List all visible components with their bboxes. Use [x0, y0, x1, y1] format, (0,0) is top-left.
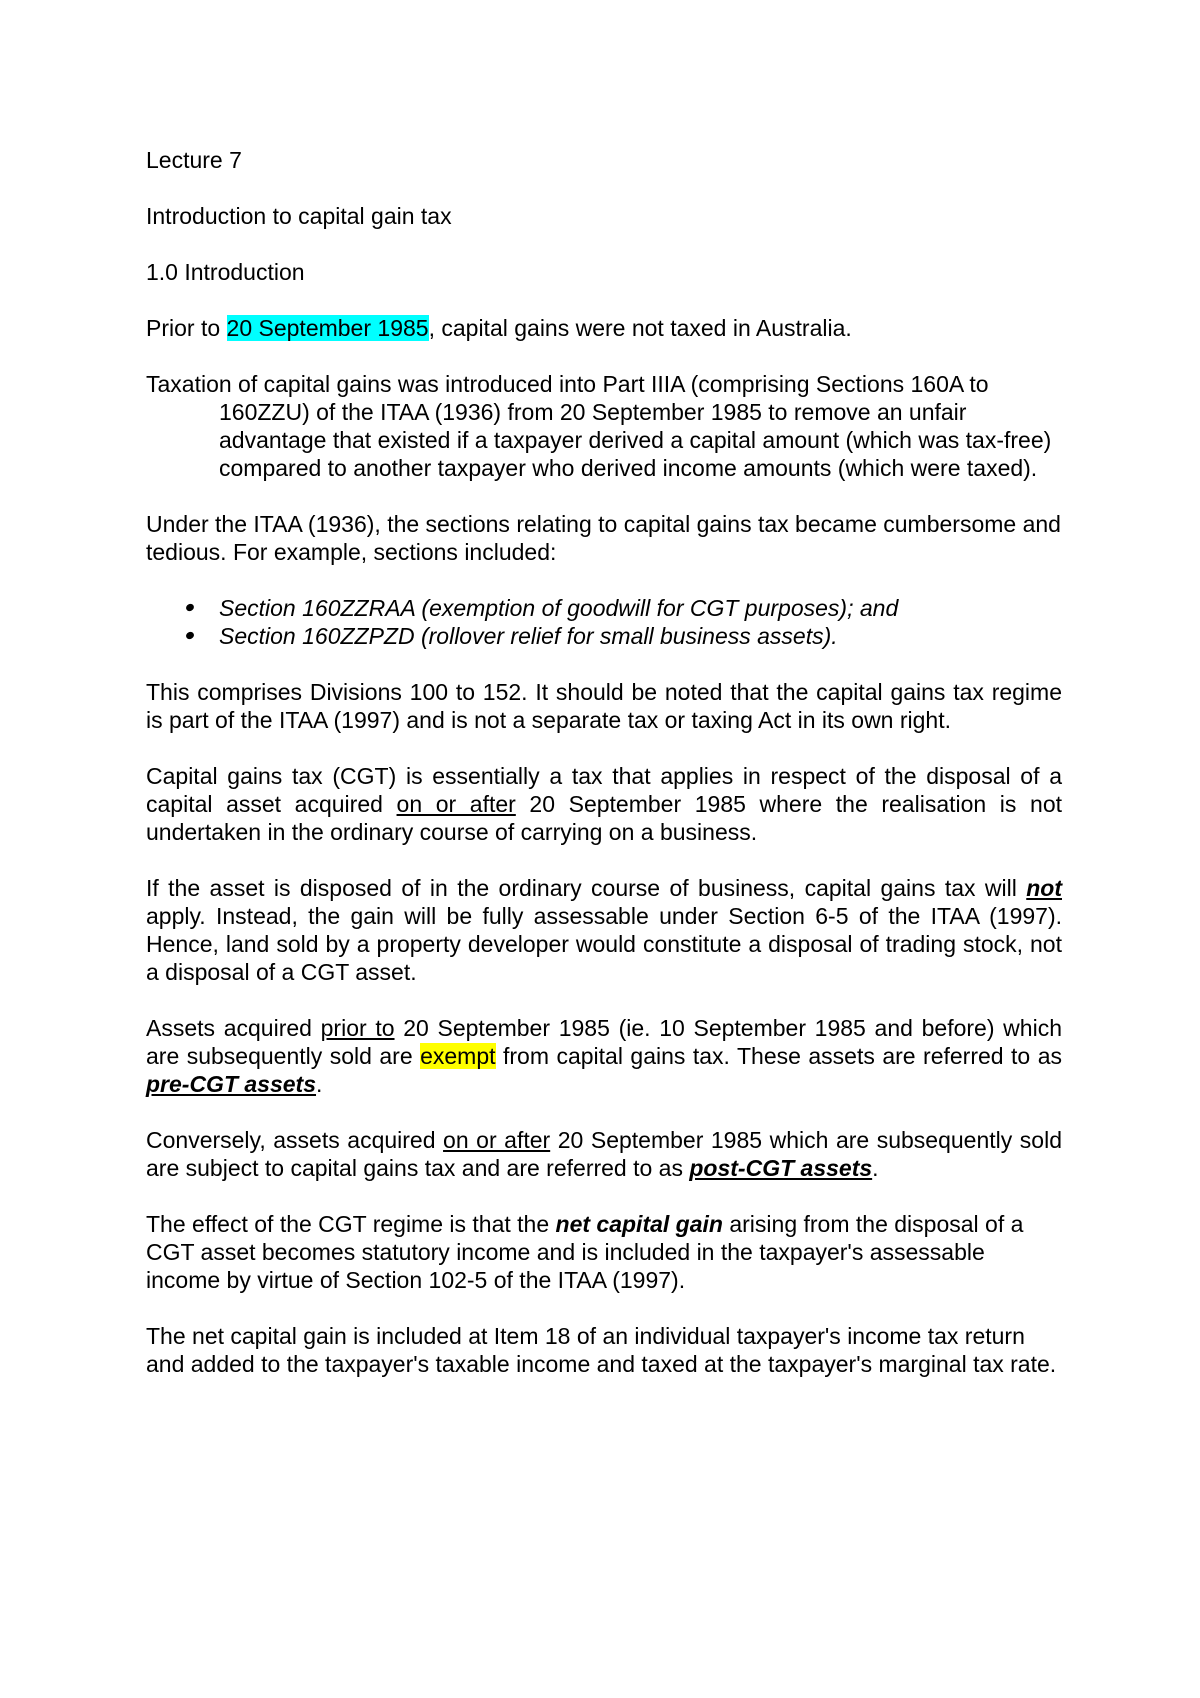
- paragraph-pre-cgt-after: .: [316, 1071, 323, 1097]
- paragraph-divisions: This comprises Divisions 100 to 152. It should be noted that the capital gains tax regime is part of the ITAA (1997) and is not a separate tax or taxing Act in its own right.: [146, 679, 1062, 733]
- paragraph-prior-to: [146, 314, 1062, 342]
- paragraph-cgt-effect-after: arising from the disposal of a CGT asset becomes statutory income and is included in the taxpayer's assessable income by virtue of Section 102-5 of the ITAA (1997).: [146, 1211, 1024, 1293]
- sections-list: [146, 594, 1062, 650]
- paragraph-ordinary-course-after: apply. Instead, the gain will be fully assessable under Section 6-5 of the ITAA (1997). Hence, land sold by a property developer would constitute a disposal of trading stock, not a disposal of a CGT asset.: [146, 903, 1062, 985]
- paragraph-taxation-introduced: Taxation of capital gains was introduced into Part IIIA (comprising Sections 160A to 160ZZU) of the ITAA (1936) from 20 September 1985 to remove an unfair advantage that existed if a taxpayer derived a capital amount (which was tax-free) compared to another taxpayer who derived income amounts (which were taxed).: [146, 371, 1052, 481]
- paragraph-pre-cgt-middle2: from capital gains tax. These assets are referred to as: [495, 1043, 1062, 1069]
- list-item-text: Section 160ZZRAA (exemption of goodwill for CGT purposes); and: [219, 595, 899, 621]
- paragraph-cgt-definition-before: Capital gains tax (CGT) is essentially a tax that applies in respect of the disposal of a capital asset acquired: [146, 763, 1062, 817]
- paragraph-cgt-effect-before: The effect of the CGT regime is that the: [146, 1211, 556, 1237]
- emphasis-post-cgt-assets: post-CGT assets: [689, 1155, 873, 1181]
- emphasis-not: not: [1026, 875, 1062, 901]
- list-item: [146, 622, 1062, 650]
- paragraph-prior-to-before: Prior to: [146, 315, 227, 341]
- topic-title: Introduction to capital gain tax: [146, 203, 452, 229]
- paragraph-item-18: The net capital gain is included at Item 18 of an individual taxpayer's income tax return and added to the taxpayer's taxable income and taxed at the taxpayer's marginal tax rate.: [146, 1323, 1057, 1377]
- paragraph-post-cgt-after: .: [872, 1155, 879, 1181]
- paragraph-cgt-effect: [146, 1210, 1062, 1294]
- paragraph-post-cgt: [146, 1126, 1062, 1182]
- paragraph-prior-to-after: , capital gains were not taxed in Australia.: [428, 315, 852, 341]
- paragraph-post-cgt-before: Conversely, assets acquired: [146, 1127, 444, 1153]
- bullet-icon: [185, 631, 195, 641]
- list-item-text: Section 160ZZPZD (rollover relief for small business assets).: [219, 623, 838, 649]
- paragraph-pre-cgt-middle: 20 September 1985 (ie. 10 September 1985 and before) which are subsequently sold are: [146, 1015, 1062, 1069]
- highlighted-exempt: exempt: [420, 1043, 496, 1069]
- bullet-icon: [185, 603, 195, 613]
- emphasis-pre-cgt-assets: pre-CGT assets: [146, 1071, 317, 1097]
- underlined-on-or-after: on or after: [396, 791, 516, 817]
- paragraph-ordinary-course-before: If the asset is disposed of in the ordinary course of business, capital gains tax will: [146, 875, 1027, 901]
- paragraph-pre-cgt-before: Assets acquired: [146, 1015, 321, 1041]
- paragraph-cgt-definition-after: 20 September 1985 where the realisation is not undertaken in the ordinary course of carrying on a business.: [146, 791, 1062, 845]
- underlined-on-or-after: on or after: [443, 1127, 551, 1153]
- paragraph-ordinary-course: [146, 874, 1062, 986]
- highlighted-date: 20 September 1985: [226, 315, 429, 341]
- document-page: [146, 146, 1062, 1406]
- section-heading: 1.0 Introduction: [146, 259, 305, 285]
- lecture-title: Lecture 7: [146, 147, 242, 173]
- paragraph-post-cgt-middle: 20 September 1985 which are subsequently sold are subject to capital gains tax and are referred to as: [146, 1127, 1062, 1181]
- paragraph-cgt-definition: [146, 762, 1062, 846]
- list-item: [146, 594, 1062, 622]
- paragraph-itaa-1936: Under the ITAA (1936), the sections relating to capital gains tax became cumbersome and tedious. For example, sections included:: [146, 511, 1061, 565]
- paragraph-pre-cgt: [146, 1014, 1062, 1098]
- emphasis-net-capital-gain: net capital gain: [555, 1211, 723, 1237]
- underlined-prior-to: prior to: [320, 1015, 395, 1041]
